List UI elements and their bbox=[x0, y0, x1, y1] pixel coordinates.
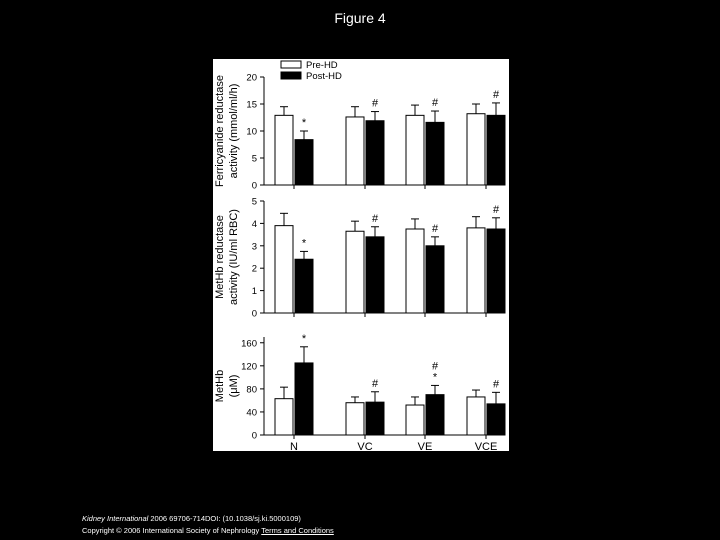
bar-pre-hd bbox=[467, 397, 485, 435]
significance-hash: # bbox=[431, 360, 439, 373]
y-tick-label: 1 bbox=[251, 286, 257, 298]
bar-post-hd bbox=[426, 395, 444, 435]
y-tick-label: 80 bbox=[246, 384, 257, 396]
y-axis-label: MetHb bbox=[214, 369, 226, 403]
y-tick-label: 120 bbox=[241, 361, 257, 373]
bar-pre-hd bbox=[406, 115, 424, 185]
bar-post-hd bbox=[295, 259, 313, 313]
bar-post-hd bbox=[295, 363, 313, 435]
y-tick-label: 3 bbox=[251, 241, 257, 253]
bar-pre-hd bbox=[275, 115, 293, 185]
bar-post-hd bbox=[295, 140, 313, 185]
bar-post-hd bbox=[487, 229, 505, 313]
y-tick-label: 20 bbox=[246, 72, 257, 84]
y-tick-label: 5 bbox=[251, 153, 257, 165]
x-tick-label: VC bbox=[357, 441, 373, 451]
significance-hash: # bbox=[431, 222, 439, 235]
significance-hash: # bbox=[492, 378, 500, 391]
bar-pre-hd bbox=[346, 231, 364, 313]
significance-hash: # bbox=[371, 212, 379, 225]
significance-asterisk: * bbox=[301, 237, 307, 250]
significance-hash: # bbox=[371, 97, 379, 110]
significance-asterisk: * bbox=[301, 117, 307, 129]
y-tick-label: 4 bbox=[251, 218, 257, 230]
significance-hash: # bbox=[492, 203, 500, 216]
copyright-line bbox=[82, 525, 334, 537]
bar-post-hd bbox=[366, 237, 384, 313]
y-tick-label: 15 bbox=[246, 99, 257, 111]
y-tick-label: 0 bbox=[251, 308, 257, 320]
significance-hash: # bbox=[431, 97, 439, 110]
y-tick-label: 5 bbox=[251, 196, 257, 208]
bar-pre-hd bbox=[467, 114, 485, 185]
figure-chart bbox=[213, 59, 509, 451]
bar-post-hd bbox=[366, 402, 384, 435]
legend-swatch-pre-hd bbox=[281, 61, 301, 68]
legend-swatch-post-hd bbox=[281, 72, 301, 79]
y-tick-label: 10 bbox=[246, 126, 257, 138]
bar-pre-hd bbox=[406, 405, 424, 435]
y-axis-label: (μM) bbox=[228, 374, 240, 398]
y-axis-label: activity (mmol/ml/h) bbox=[228, 83, 240, 179]
x-tick-label: VCE bbox=[474, 441, 498, 451]
copyright-text: Copyright © 2006 International Society of Nephrology bbox=[82, 526, 260, 535]
citation-line bbox=[82, 513, 334, 525]
significance-hash: # bbox=[492, 88, 500, 101]
page-title: Figure 4 bbox=[334, 10, 386, 26]
x-tick-label: VE bbox=[417, 441, 433, 451]
terms-link[interactable]: Terms and Conditions bbox=[261, 526, 334, 535]
y-axis-label: Ferricyanide reductase bbox=[214, 75, 226, 187]
significance-hash: # bbox=[371, 377, 379, 390]
journal-name: Kidney International bbox=[82, 514, 149, 523]
y-axis-label: MetHb reductase bbox=[214, 215, 226, 299]
citation-text: 2006 69706-714DOI: (10.1038/sj.ki.5000109) bbox=[148, 514, 301, 523]
y-tick-label: 40 bbox=[246, 407, 257, 419]
y-tick-label: 2 bbox=[251, 263, 257, 275]
significance-asterisk: * bbox=[432, 371, 438, 384]
bar-post-hd bbox=[426, 246, 444, 313]
bar-pre-hd bbox=[275, 226, 293, 313]
footer bbox=[82, 513, 334, 537]
y-axis-label: activity (IU/ml RBC) bbox=[228, 209, 240, 305]
bar-pre-hd bbox=[406, 229, 424, 313]
bar-pre-hd bbox=[346, 117, 364, 185]
bar-post-hd bbox=[426, 122, 444, 185]
bar-pre-hd bbox=[275, 399, 293, 435]
bar-pre-hd bbox=[346, 403, 364, 435]
legend-label: Pre-HD bbox=[306, 60, 338, 71]
bar-post-hd bbox=[487, 404, 505, 435]
bar-post-hd bbox=[366, 121, 384, 185]
significance-asterisk: * bbox=[301, 332, 307, 345]
y-tick-label: 0 bbox=[251, 180, 257, 192]
bar-pre-hd bbox=[467, 228, 485, 313]
figure-panel bbox=[213, 59, 509, 451]
legend-label: Post-HD bbox=[306, 71, 342, 82]
bar-post-hd bbox=[487, 115, 505, 185]
y-tick-label: 0 bbox=[251, 430, 257, 442]
x-tick-label: N bbox=[290, 441, 298, 451]
y-tick-label: 160 bbox=[241, 338, 257, 350]
